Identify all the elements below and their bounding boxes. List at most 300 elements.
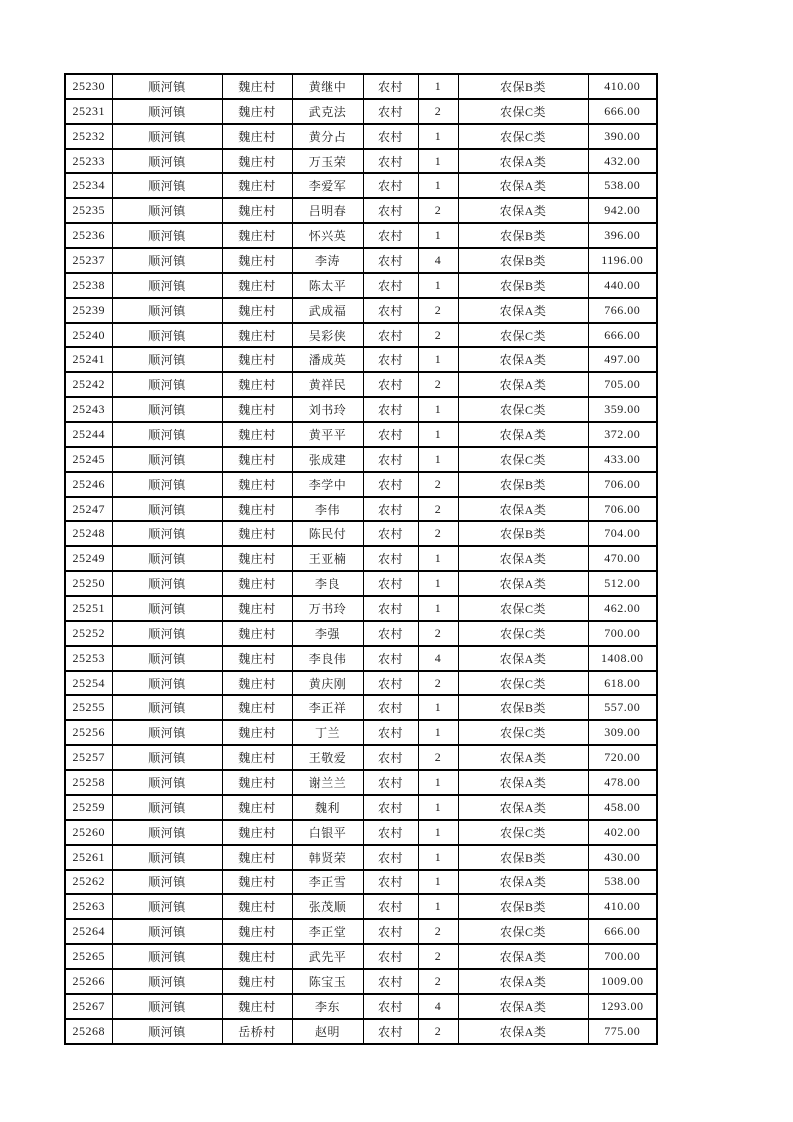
cell-village: 魏庄村	[222, 795, 292, 820]
cell-amount: 433.00	[588, 447, 657, 472]
table-row	[65, 372, 657, 397]
cell-residence-type: 农村	[363, 298, 418, 323]
cell-residence-type: 农村	[363, 198, 418, 223]
cell-town: 顺河镇	[112, 770, 222, 795]
table-row	[65, 870, 657, 895]
cell-person-count: 1	[418, 596, 458, 621]
cell-serial-number: 25254	[65, 671, 112, 696]
cell-person-count: 1	[418, 795, 458, 820]
cell-amount: 462.00	[588, 596, 657, 621]
cell-insurance-category: 农保A类	[458, 546, 588, 571]
cell-person-count: 1	[418, 223, 458, 248]
cell-person-name: 李正雪	[292, 870, 363, 895]
cell-serial-number: 25256	[65, 720, 112, 745]
cell-serial-number: 25242	[65, 372, 112, 397]
cell-residence-type: 农村	[363, 820, 418, 845]
cell-town: 顺河镇	[112, 994, 222, 1019]
cell-village: 魏庄村	[222, 745, 292, 770]
cell-person-count: 1	[418, 422, 458, 447]
cell-person-name: 万书玲	[292, 596, 363, 621]
cell-residence-type: 农村	[363, 596, 418, 621]
table-row	[65, 820, 657, 845]
cell-residence-type: 农村	[363, 770, 418, 795]
cell-serial-number: 25245	[65, 447, 112, 472]
cell-amount: 470.00	[588, 546, 657, 571]
cell-residence-type: 农村	[363, 894, 418, 919]
cell-town: 顺河镇	[112, 820, 222, 845]
cell-town: 顺河镇	[112, 621, 222, 646]
cell-residence-type: 农村	[363, 397, 418, 422]
cell-residence-type: 农村	[363, 571, 418, 596]
cell-amount: 512.00	[588, 571, 657, 596]
cell-person-name: 李伟	[292, 497, 363, 522]
cell-serial-number: 25249	[65, 546, 112, 571]
cell-town: 顺河镇	[112, 845, 222, 870]
table-body	[65, 74, 657, 1044]
table-row	[65, 646, 657, 671]
cell-serial-number: 25243	[65, 397, 112, 422]
cell-serial-number: 25265	[65, 944, 112, 969]
cell-residence-type: 农村	[363, 1019, 418, 1044]
cell-person-count: 2	[418, 919, 458, 944]
cell-amount: 440.00	[588, 273, 657, 298]
cell-person-name: 黄继中	[292, 74, 363, 99]
cell-amount: 720.00	[588, 745, 657, 770]
cell-person-count: 1	[418, 571, 458, 596]
cell-person-count: 1	[418, 273, 458, 298]
cell-serial-number: 25262	[65, 870, 112, 895]
cell-town: 顺河镇	[112, 969, 222, 994]
cell-serial-number: 25253	[65, 646, 112, 671]
cell-person-count: 1	[418, 546, 458, 571]
table-row	[65, 944, 657, 969]
cell-village: 魏庄村	[222, 347, 292, 372]
cell-person-name: 怀兴英	[292, 223, 363, 248]
cell-amount: 478.00	[588, 770, 657, 795]
table-row	[65, 969, 657, 994]
cell-town: 顺河镇	[112, 248, 222, 273]
cell-insurance-category: 农保C类	[458, 323, 588, 348]
cell-person-name: 黄祥民	[292, 372, 363, 397]
cell-village: 魏庄村	[222, 820, 292, 845]
cell-person-count: 2	[418, 944, 458, 969]
cell-insurance-category: 农保C类	[458, 919, 588, 944]
cell-village: 魏庄村	[222, 944, 292, 969]
cell-amount: 497.00	[588, 347, 657, 372]
cell-town: 顺河镇	[112, 298, 222, 323]
cell-town: 顺河镇	[112, 671, 222, 696]
cell-village: 魏庄村	[222, 298, 292, 323]
cell-amount: 618.00	[588, 671, 657, 696]
cell-person-name: 李正堂	[292, 919, 363, 944]
cell-insurance-category: 农保B类	[458, 223, 588, 248]
cell-insurance-category: 农保C类	[458, 124, 588, 149]
cell-insurance-category: 农保A类	[458, 745, 588, 770]
cell-insurance-category: 农保A类	[458, 795, 588, 820]
cell-person-name: 白银平	[292, 820, 363, 845]
cell-insurance-category: 农保A类	[458, 497, 588, 522]
cell-village: 魏庄村	[222, 124, 292, 149]
cell-amount: 430.00	[588, 845, 657, 870]
cell-village: 魏庄村	[222, 919, 292, 944]
cell-person-count: 2	[418, 745, 458, 770]
table-row	[65, 422, 657, 447]
cell-village: 魏庄村	[222, 472, 292, 497]
cell-town: 顺河镇	[112, 521, 222, 546]
table-row	[65, 845, 657, 870]
cell-amount: 538.00	[588, 870, 657, 895]
cell-residence-type: 农村	[363, 273, 418, 298]
cell-person-name: 李爱军	[292, 173, 363, 198]
cell-insurance-category: 农保A类	[458, 347, 588, 372]
table-row	[65, 447, 657, 472]
cell-residence-type: 农村	[363, 74, 418, 99]
cell-person-count: 4	[418, 994, 458, 1019]
cell-village: 魏庄村	[222, 323, 292, 348]
cell-person-count: 2	[418, 198, 458, 223]
cell-amount: 410.00	[588, 74, 657, 99]
cell-residence-type: 农村	[363, 919, 418, 944]
cell-person-name: 黄平平	[292, 422, 363, 447]
cell-amount: 666.00	[588, 323, 657, 348]
cell-residence-type: 农村	[363, 149, 418, 174]
cell-town: 顺河镇	[112, 795, 222, 820]
cell-serial-number: 25233	[65, 149, 112, 174]
cell-amount: 775.00	[588, 1019, 657, 1044]
cell-residence-type: 农村	[363, 323, 418, 348]
cell-person-name: 张成建	[292, 447, 363, 472]
cell-amount: 700.00	[588, 944, 657, 969]
cell-person-count: 1	[418, 894, 458, 919]
cell-town: 顺河镇	[112, 422, 222, 447]
cell-town: 顺河镇	[112, 347, 222, 372]
cell-person-count: 1	[418, 870, 458, 895]
cell-insurance-category: 农保C类	[458, 820, 588, 845]
cell-insurance-category: 农保A类	[458, 994, 588, 1019]
cell-person-name: 李强	[292, 621, 363, 646]
cell-insurance-category: 农保C类	[458, 596, 588, 621]
cell-insurance-category: 农保A类	[458, 372, 588, 397]
cell-residence-type: 农村	[363, 969, 418, 994]
cell-insurance-category: 农保C类	[458, 99, 588, 124]
cell-amount: 704.00	[588, 521, 657, 546]
cell-town: 顺河镇	[112, 745, 222, 770]
cell-residence-type: 农村	[363, 870, 418, 895]
table-row	[65, 198, 657, 223]
cell-person-count: 1	[418, 845, 458, 870]
cell-residence-type: 农村	[363, 621, 418, 646]
cell-town: 顺河镇	[112, 596, 222, 621]
cell-person-name: 武克法	[292, 99, 363, 124]
cell-serial-number: 25267	[65, 994, 112, 1019]
cell-person-name: 陈宝玉	[292, 969, 363, 994]
cell-insurance-category: 农保A类	[458, 870, 588, 895]
cell-serial-number: 25240	[65, 323, 112, 348]
cell-person-name: 李良伟	[292, 646, 363, 671]
cell-village: 魏庄村	[222, 571, 292, 596]
cell-insurance-category: 农保A类	[458, 944, 588, 969]
table-row	[65, 546, 657, 571]
cell-village: 魏庄村	[222, 521, 292, 546]
cell-amount: 1293.00	[588, 994, 657, 1019]
cell-serial-number: 25258	[65, 770, 112, 795]
table-row	[65, 596, 657, 621]
cell-residence-type: 农村	[363, 173, 418, 198]
cell-person-name: 张茂顺	[292, 894, 363, 919]
cell-person-count: 1	[418, 74, 458, 99]
cell-insurance-category: 农保C类	[458, 720, 588, 745]
cell-person-count: 1	[418, 720, 458, 745]
cell-serial-number: 25231	[65, 99, 112, 124]
cell-insurance-category: 农保B类	[458, 695, 588, 720]
cell-residence-type: 农村	[363, 944, 418, 969]
cell-village: 魏庄村	[222, 273, 292, 298]
cell-person-count: 1	[418, 447, 458, 472]
cell-serial-number: 25260	[65, 820, 112, 845]
cell-insurance-category: 农保A类	[458, 969, 588, 994]
cell-person-count: 1	[418, 820, 458, 845]
table-row	[65, 173, 657, 198]
cell-serial-number: 25250	[65, 571, 112, 596]
cell-residence-type: 农村	[363, 347, 418, 372]
cell-amount: 396.00	[588, 223, 657, 248]
cell-residence-type: 农村	[363, 447, 418, 472]
cell-insurance-category: 农保A类	[458, 422, 588, 447]
cell-serial-number: 25234	[65, 173, 112, 198]
table-row	[65, 795, 657, 820]
cell-amount: 706.00	[588, 497, 657, 522]
cell-amount: 432.00	[588, 149, 657, 174]
cell-serial-number: 25251	[65, 596, 112, 621]
cell-town: 顺河镇	[112, 870, 222, 895]
cell-insurance-category: 农保A类	[458, 173, 588, 198]
cell-village: 魏庄村	[222, 695, 292, 720]
cell-person-count: 1	[418, 695, 458, 720]
cell-person-name: 武成福	[292, 298, 363, 323]
cell-residence-type: 农村	[363, 248, 418, 273]
cell-insurance-category: 农保A类	[458, 298, 588, 323]
table-row	[65, 223, 657, 248]
cell-insurance-category: 农保A类	[458, 770, 588, 795]
table-row	[65, 273, 657, 298]
cell-serial-number: 25246	[65, 472, 112, 497]
cell-person-count: 2	[418, 99, 458, 124]
table-row	[65, 149, 657, 174]
cell-person-count: 1	[418, 397, 458, 422]
cell-town: 顺河镇	[112, 646, 222, 671]
cell-town: 顺河镇	[112, 546, 222, 571]
cell-village: 魏庄村	[222, 422, 292, 447]
cell-person-name: 李东	[292, 994, 363, 1019]
cell-village: 魏庄村	[222, 173, 292, 198]
cell-residence-type: 农村	[363, 124, 418, 149]
cell-town: 顺河镇	[112, 149, 222, 174]
cell-person-count: 2	[418, 497, 458, 522]
cell-insurance-category: 农保B类	[458, 845, 588, 870]
cell-amount: 700.00	[588, 621, 657, 646]
cell-person-count: 1	[418, 347, 458, 372]
cell-serial-number: 25261	[65, 845, 112, 870]
cell-serial-number: 25230	[65, 74, 112, 99]
cell-serial-number: 25268	[65, 1019, 112, 1044]
table-row	[65, 994, 657, 1019]
cell-insurance-category: 农保C类	[458, 447, 588, 472]
cell-amount: 359.00	[588, 397, 657, 422]
cell-serial-number: 25259	[65, 795, 112, 820]
cell-amount: 706.00	[588, 472, 657, 497]
cell-person-name: 李涛	[292, 248, 363, 273]
table-row	[65, 1019, 657, 1044]
cell-insurance-category: 农保B类	[458, 74, 588, 99]
cell-village: 魏庄村	[222, 99, 292, 124]
cell-serial-number: 25266	[65, 969, 112, 994]
cell-village: 魏庄村	[222, 845, 292, 870]
cell-amount: 1009.00	[588, 969, 657, 994]
cell-residence-type: 农村	[363, 472, 418, 497]
cell-serial-number: 25247	[65, 497, 112, 522]
cell-town: 顺河镇	[112, 497, 222, 522]
cell-serial-number: 25238	[65, 273, 112, 298]
cell-insurance-category: 农保B类	[458, 521, 588, 546]
cell-person-count: 2	[418, 472, 458, 497]
cell-person-name: 万玉荣	[292, 149, 363, 174]
cell-insurance-category: 农保C类	[458, 671, 588, 696]
cell-person-name: 潘成英	[292, 347, 363, 372]
table-row	[65, 745, 657, 770]
cell-town: 顺河镇	[112, 397, 222, 422]
cell-town: 顺河镇	[112, 1019, 222, 1044]
cell-village: 魏庄村	[222, 621, 292, 646]
cell-serial-number: 25257	[65, 745, 112, 770]
cell-residence-type: 农村	[363, 745, 418, 770]
cell-amount: 458.00	[588, 795, 657, 820]
table-row	[65, 397, 657, 422]
cell-village: 魏庄村	[222, 770, 292, 795]
cell-town: 顺河镇	[112, 720, 222, 745]
cell-serial-number: 25244	[65, 422, 112, 447]
cell-town: 顺河镇	[112, 944, 222, 969]
cell-village: 魏庄村	[222, 870, 292, 895]
cell-person-name: 王亚楠	[292, 546, 363, 571]
cell-village: 魏庄村	[222, 149, 292, 174]
cell-village: 魏庄村	[222, 397, 292, 422]
table-row	[65, 323, 657, 348]
cell-town: 顺河镇	[112, 571, 222, 596]
cell-person-name: 陈民付	[292, 521, 363, 546]
cell-residence-type: 农村	[363, 671, 418, 696]
cell-town: 顺河镇	[112, 447, 222, 472]
cell-village: 魏庄村	[222, 198, 292, 223]
cell-serial-number: 25255	[65, 695, 112, 720]
cell-person-count: 1	[418, 124, 458, 149]
cell-person-count: 2	[418, 1019, 458, 1044]
cell-serial-number: 25264	[65, 919, 112, 944]
cell-person-count: 2	[418, 621, 458, 646]
cell-town: 顺河镇	[112, 124, 222, 149]
cell-village: 魏庄村	[222, 671, 292, 696]
cell-village: 魏庄村	[222, 497, 292, 522]
cell-person-count: 2	[418, 372, 458, 397]
cell-person-name: 吕明春	[292, 198, 363, 223]
cell-amount: 309.00	[588, 720, 657, 745]
cell-serial-number: 25263	[65, 894, 112, 919]
cell-residence-type: 农村	[363, 646, 418, 671]
cell-person-name: 黄庆刚	[292, 671, 363, 696]
cell-village: 魏庄村	[222, 74, 292, 99]
cell-residence-type: 农村	[363, 795, 418, 820]
cell-amount: 666.00	[588, 919, 657, 944]
cell-town: 顺河镇	[112, 919, 222, 944]
cell-amount: 666.00	[588, 99, 657, 124]
cell-insurance-category: 农保C类	[458, 397, 588, 422]
cell-village: 魏庄村	[222, 447, 292, 472]
cell-amount: 766.00	[588, 298, 657, 323]
cell-residence-type: 农村	[363, 546, 418, 571]
table-row	[65, 671, 657, 696]
cell-village: 魏庄村	[222, 546, 292, 571]
table-row	[65, 124, 657, 149]
table-row	[65, 472, 657, 497]
cell-person-name: 赵明	[292, 1019, 363, 1044]
cell-village: 魏庄村	[222, 596, 292, 621]
cell-residence-type: 农村	[363, 521, 418, 546]
cell-amount: 942.00	[588, 198, 657, 223]
table-row	[65, 571, 657, 596]
cell-amount: 557.00	[588, 695, 657, 720]
cell-person-name: 陈太平	[292, 273, 363, 298]
cell-person-count: 2	[418, 521, 458, 546]
cell-residence-type: 农村	[363, 497, 418, 522]
cell-amount: 1408.00	[588, 646, 657, 671]
cell-residence-type: 农村	[363, 99, 418, 124]
cell-residence-type: 农村	[363, 422, 418, 447]
cell-insurance-category: 农保B类	[458, 248, 588, 273]
cell-town: 顺河镇	[112, 99, 222, 124]
cell-village: 魏庄村	[222, 720, 292, 745]
cell-serial-number: 25239	[65, 298, 112, 323]
cell-person-count: 1	[418, 149, 458, 174]
cell-person-name: 魏利	[292, 795, 363, 820]
cell-village: 魏庄村	[222, 894, 292, 919]
cell-serial-number: 25248	[65, 521, 112, 546]
cell-person-name: 刘书玲	[292, 397, 363, 422]
cell-person-name: 黄分占	[292, 124, 363, 149]
table-row	[65, 497, 657, 522]
cell-person-name: 李正祥	[292, 695, 363, 720]
cell-person-name: 李学中	[292, 472, 363, 497]
cell-town: 顺河镇	[112, 894, 222, 919]
cell-amount: 390.00	[588, 124, 657, 149]
cell-person-count: 1	[418, 770, 458, 795]
cell-amount: 402.00	[588, 820, 657, 845]
cell-village: 魏庄村	[222, 223, 292, 248]
table-row	[65, 894, 657, 919]
cell-person-name: 丁兰	[292, 720, 363, 745]
cell-insurance-category: 农保B类	[458, 472, 588, 497]
table-row	[65, 521, 657, 546]
cell-town: 顺河镇	[112, 198, 222, 223]
cell-town: 顺河镇	[112, 372, 222, 397]
cell-amount: 538.00	[588, 173, 657, 198]
cell-town: 顺河镇	[112, 74, 222, 99]
cell-residence-type: 农村	[363, 845, 418, 870]
cell-village: 魏庄村	[222, 372, 292, 397]
table-row	[65, 720, 657, 745]
table-row	[65, 99, 657, 124]
table-row	[65, 695, 657, 720]
cell-village: 岳桥村	[222, 1019, 292, 1044]
table-row	[65, 347, 657, 372]
